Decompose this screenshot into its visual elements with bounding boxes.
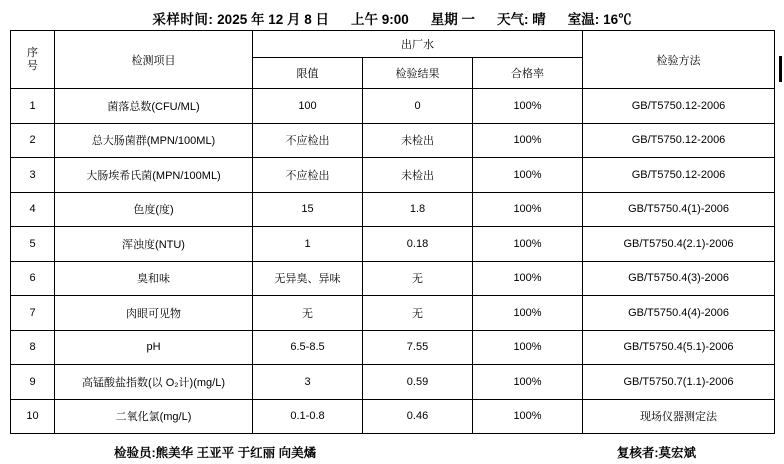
cell-no: 4 [11,192,55,227]
cell-item: pH [55,330,253,365]
column-header-no [11,31,55,89]
cell-rate: 100% [473,227,583,262]
table-row [11,227,775,262]
cell-limit: 100 [253,89,363,124]
water-quality-table [10,30,775,434]
cell-result: 无 [363,261,473,296]
cell-method: GB/T5750.7(1.1)-2006 [583,365,775,400]
table-row [11,365,775,400]
report-header [10,0,774,30]
cell-rate: 100% [473,399,583,434]
cell-item: 肉眼可见物 [55,296,253,331]
cell-method: GB/T5750.4(2.1)-2006 [583,227,775,262]
room-temp-label: 室温: [567,12,600,27]
cell-no: 1 [11,89,55,124]
inspectors-line: 检验员:熊美华 王亚平 于红丽 向美燏 [114,446,317,460]
cell-limit: 不应检出 [253,158,363,193]
cell-method: GB/T5750.4(3)-2006 [583,261,775,296]
table-row [11,123,775,158]
scan-edge-mark [779,56,782,82]
cell-limit: 3 [253,365,363,400]
table-body [11,89,775,434]
cell-rate: 100% [473,261,583,296]
cell-result: 0.18 [363,227,473,262]
cell-method: GB/T5750.12-2006 [583,123,775,158]
cell-limit: 0.1-0.8 [253,399,363,434]
cell-rate: 100% [473,365,583,400]
cell-no: 6 [11,261,55,296]
table-row [11,330,775,365]
cell-rate: 100% [473,296,583,331]
column-header-no-line2: 号 [27,59,38,72]
weekday-label: 星期 [430,12,458,27]
column-header-method: 检验方法 [583,31,775,89]
cell-item: 臭和味 [55,261,253,296]
cell-no: 9 [11,365,55,400]
table-row [11,192,775,227]
cell-limit: 无 [253,296,363,331]
column-header-no-line1: 序 [27,46,38,59]
cell-no: 3 [11,158,55,193]
table-row [11,296,775,331]
weather-label: 天气: [497,12,529,27]
cell-item: 总大肠菌群(MPN/100ML) [55,123,253,158]
column-header-result: 检验结果 [363,58,473,89]
cell-item: 浑浊度(NTU) [55,227,253,262]
cell-no: 2 [11,123,55,158]
cell-method: GB/T5750.12-2006 [583,89,775,124]
cell-item: 色度(度) [55,192,253,227]
cell-rate: 100% [473,123,583,158]
cell-no: 7 [11,296,55,331]
cell-result: 无 [363,296,473,331]
cell-limit: 不应检出 [253,123,363,158]
sampling-time-group [152,8,329,28]
cell-no: 10 [11,399,55,434]
room-temp-value: 16℃ [603,12,632,27]
cell-item: 二氧化氯(mg/L) [55,399,253,434]
cell-rate: 100% [473,158,583,193]
table-row [11,399,775,434]
cell-item: 菌落总数(CFU/ML) [55,89,253,124]
cell-limit: 1 [253,227,363,262]
cell-rate: 100% [473,89,583,124]
cell-rate: 100% [473,330,583,365]
cell-method: GB/T5750.4(1)-2006 [583,192,775,227]
table-row [11,89,775,124]
cell-result: 0.46 [363,399,473,434]
sampling-time-label: 采样时间: [152,12,214,27]
sampling-date-value: 2025 年 12 月 8 日 [217,12,329,27]
cell-method: GB/T5750.4(5.1)-2006 [583,330,775,365]
cell-limit: 6.5-8.5 [253,330,363,365]
cell-result: 0.59 [363,365,473,400]
weather-group [497,8,546,28]
cell-no: 5 [11,227,55,262]
cell-result: 1.8 [363,192,473,227]
report-footer [10,434,774,464]
cell-rate: 100% [473,192,583,227]
reviewer-line: 复核者:莫宏斌 [616,446,696,460]
cell-result: 未检出 [363,123,473,158]
cell-method: 现场仪器测定法 [583,399,775,434]
cell-result: 0 [363,89,473,124]
cell-result: 7.55 [363,330,473,365]
room-temp-group [568,8,632,28]
weekday-value: 一 [461,12,476,27]
column-header-rate: 合格率 [473,58,583,89]
table-head [11,31,775,89]
table-header-row-1 [11,31,775,58]
column-header-limit: 限值 [253,58,363,89]
cell-result: 未检出 [363,158,473,193]
cell-method: GB/T5750.12-2006 [583,158,775,193]
cell-limit: 15 [253,192,363,227]
cell-item: 高锰酸盐指数(以 O₂计)(mg/L) [55,365,253,400]
table-row [11,261,775,296]
weekday-group [431,8,475,28]
cell-item: 大肠埃希氏菌(MPN/100ML) [55,158,253,193]
table-row [11,158,775,193]
column-header-item: 检测项目 [55,31,253,89]
cell-method: GB/T5750.4(4)-2006 [583,296,775,331]
sampling-clock-time: 上午 9:00 [350,12,409,27]
cell-no: 8 [11,330,55,365]
column-header-group-factory-water: 出厂水 [253,31,583,58]
weather-value: 晴 [532,12,546,27]
cell-limit: 无异臭、异味 [253,261,363,296]
